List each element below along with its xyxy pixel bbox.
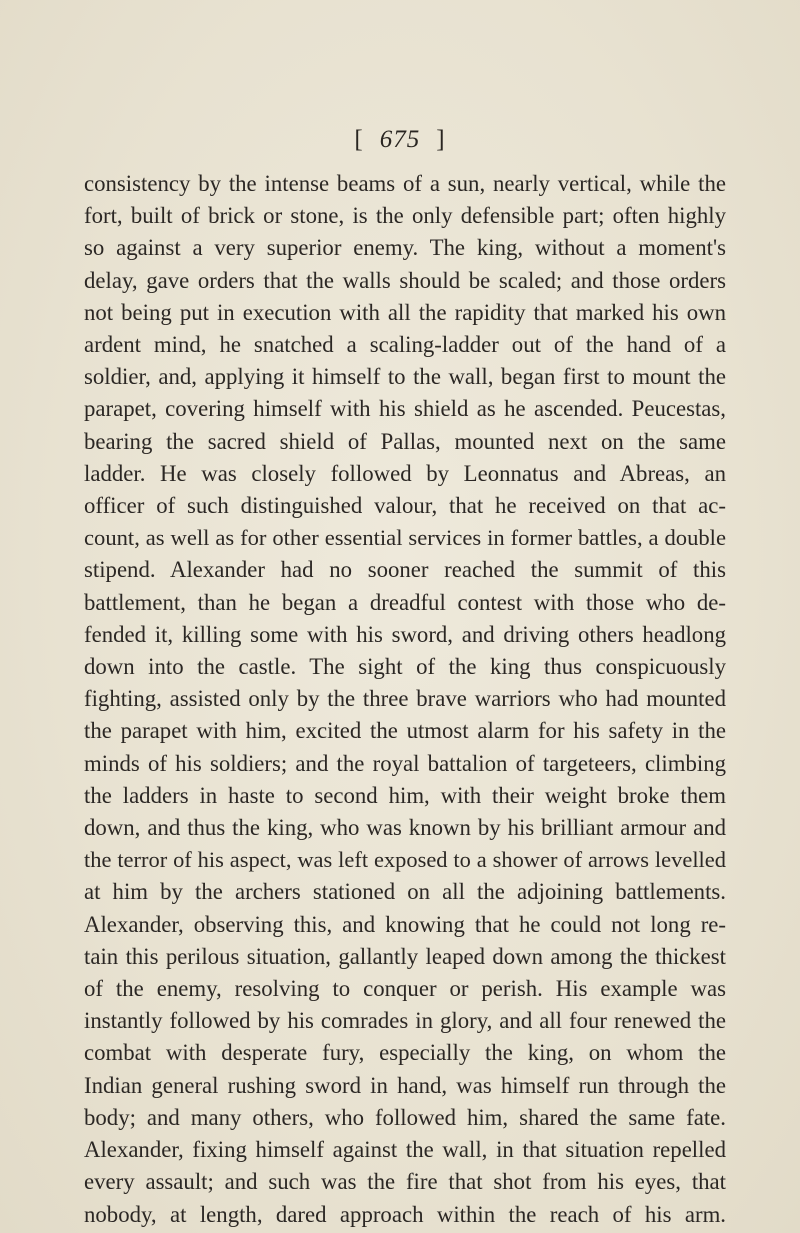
page-header xyxy=(0,126,800,154)
text-line: body; and many others, who followed him, shared the same fate. xyxy=(84,1104,726,1130)
page-number: 675 xyxy=(379,126,421,153)
text-line: minds of his soldiers; and the royal battalion of targeteers, climbing xyxy=(84,750,726,776)
text-line: fighting, assisted only by the three brave warriors who had mounted xyxy=(84,686,726,712)
text-line: officer of such distinguished valour, that he received on that ac- xyxy=(84,493,726,519)
text-line: the ladders in haste to second him, with their weight broke them xyxy=(84,782,726,808)
body-text xyxy=(84,168,726,1231)
text-line: fort, built of brick or stone, is the only defensible part; often highly xyxy=(84,203,726,229)
text-line: of the enemy, resolving to conquer or perish. His example was xyxy=(84,976,726,1002)
text-line: count, as well as for other essential services in former battles, a double xyxy=(84,525,726,551)
text-line: nobody, at length, dared approach within the reach of his arm. xyxy=(84,1201,726,1227)
text-line: ardent mind, he snatched a scaling-ladder out of the hand of a xyxy=(84,332,726,358)
text-line: fended it, killing some with his sword, and driving others headlong xyxy=(84,621,726,647)
text-line: not being put in execution with all the rapidity that marked his own xyxy=(84,299,726,325)
text-line: the parapet with him, excited the utmost alarm for his safety in the xyxy=(84,718,726,744)
text-line: every assault; and such was the fire that shot from his eyes, that xyxy=(84,1169,726,1195)
header-open-bracket: [ xyxy=(354,126,364,153)
text-line: the terror of his aspect, was left exposed to a shower of arrows levelled xyxy=(84,847,726,873)
text-line: delay, gave orders that the walls should be scaled; and those orders xyxy=(84,267,726,293)
text-line: instantly followed by his comrades in glory, and all four renewed the xyxy=(84,1008,726,1034)
text-line: at him by the archers stationed on all the adjoining battlements. xyxy=(84,879,726,905)
text-line: stipend. Alexander had no sooner reached the summit of this xyxy=(84,557,726,583)
text-line: down, and thus the king, who was known by his brilliant armour and xyxy=(84,815,726,841)
text-line: parapet, covering himself with his shield as he ascended. Peucestas, xyxy=(84,396,726,422)
text-line: Alexander, fixing himself against the wall, in that situation repelled xyxy=(84,1137,726,1163)
text-line: Alexander, observing this, and knowing that he could not long re- xyxy=(84,911,726,937)
text-line: Indian general rushing sword in hand, was himself run through the xyxy=(84,1072,726,1098)
text-line: down into the castle. The sight of the king thus conspicuously xyxy=(84,654,726,680)
text-line: soldier, and, applying it himself to the wall, began first to mount the xyxy=(84,364,726,390)
text-line: consistency by the intense beams of a sun, nearly vertical, while the xyxy=(84,171,726,196)
text-line: ladder. He was closely followed by Leonnatus and Abreas, an xyxy=(84,460,726,486)
text-line: tain this perilous situation, gallantly leaped down among the thickest xyxy=(84,943,726,969)
text-line: so against a very superior enemy. The king, without a moment's xyxy=(84,235,726,261)
text-line: bearing the sacred shield of Pallas, mounted next on the same xyxy=(84,428,726,454)
header-close-bracket: ] xyxy=(436,126,446,153)
text-line: battlement, than he began a dreadful contest with those who de- xyxy=(84,589,726,615)
text-line: combat with desperate fury, especially the king, on whom the xyxy=(84,1040,726,1066)
